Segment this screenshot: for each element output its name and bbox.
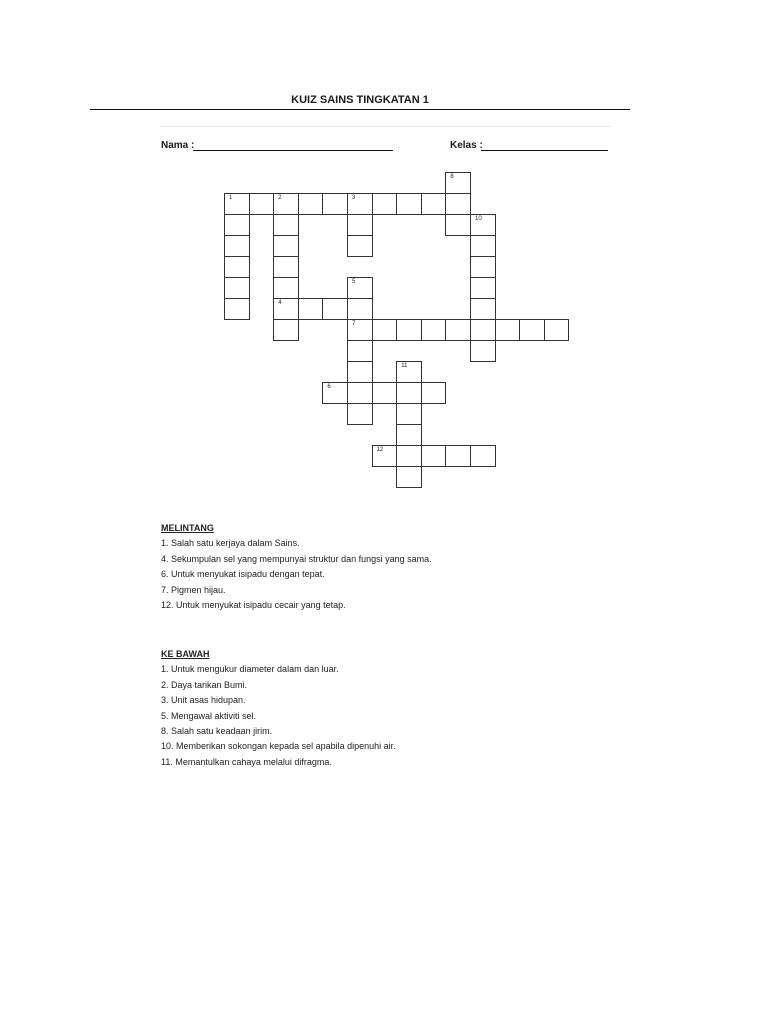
crossword-cell[interactable] bbox=[519, 319, 545, 341]
name-blank[interactable] bbox=[193, 150, 393, 151]
crossword-cell[interactable] bbox=[470, 340, 496, 362]
across-clues bbox=[161, 521, 432, 613]
crossword-cell[interactable] bbox=[347, 361, 373, 383]
crossword-cell[interactable] bbox=[347, 193, 373, 215]
crossword-cell[interactable] bbox=[544, 319, 570, 341]
crossword-cell[interactable] bbox=[372, 193, 398, 215]
crossword-cell[interactable] bbox=[396, 445, 422, 467]
crossword-cell[interactable] bbox=[470, 256, 496, 278]
clue-across-1: 1. Salah satu kerjaya dalam Sains. bbox=[161, 538, 300, 549]
clue-number: 6 bbox=[327, 384, 331, 390]
crossword-cell[interactable] bbox=[347, 214, 373, 236]
crossword-cell[interactable] bbox=[470, 445, 496, 467]
crossword-cell[interactable] bbox=[347, 298, 373, 320]
crossword-cell[interactable] bbox=[322, 193, 348, 215]
crossword-cell[interactable] bbox=[445, 445, 471, 467]
crossword-cell[interactable] bbox=[273, 277, 299, 299]
clue-down-5: 5. Mengawal aktiviti sel. bbox=[161, 710, 257, 721]
clue-down-3: 3. Unit asas hidupan. bbox=[161, 695, 246, 706]
crossword-cell[interactable] bbox=[224, 193, 250, 215]
clue-down-10: 10. Memberikan sokongan kepada sel apabila dipenuhi air. bbox=[161, 741, 396, 752]
clue-down-11: 11. Memantulkan cahaya melalui difragma. bbox=[161, 756, 332, 767]
across-heading: MELINTANG bbox=[161, 523, 214, 533]
crossword-cell[interactable] bbox=[224, 277, 250, 299]
crossword-cell[interactable] bbox=[470, 277, 496, 299]
crossword-cell[interactable] bbox=[396, 361, 422, 383]
crossword-cell[interactable] bbox=[322, 298, 348, 320]
crossword-cell[interactable] bbox=[273, 214, 299, 236]
crossword-cell[interactable] bbox=[224, 214, 250, 236]
crossword-cell[interactable] bbox=[396, 424, 422, 446]
clue-number: 1 bbox=[229, 195, 233, 201]
crossword-cell[interactable] bbox=[421, 319, 447, 341]
name-label: Nama : bbox=[161, 140, 195, 151]
crossword-cell[interactable] bbox=[347, 340, 373, 362]
crossword-cell[interactable] bbox=[224, 256, 250, 278]
crossword-cell[interactable] bbox=[347, 277, 373, 299]
clue-number: 10 bbox=[475, 216, 482, 222]
crossword-cell[interactable] bbox=[273, 298, 299, 320]
crossword-cell[interactable] bbox=[347, 319, 373, 341]
crossword-cell[interactable] bbox=[372, 445, 398, 467]
crossword-cell[interactable] bbox=[249, 193, 275, 215]
clue-across-7: 7. Pigmen hijau. bbox=[161, 584, 226, 595]
divider bbox=[160, 126, 610, 127]
clue-number: 8 bbox=[450, 174, 454, 180]
clue-number: 4 bbox=[278, 300, 282, 306]
crossword-cell[interactable] bbox=[470, 298, 496, 320]
title-row bbox=[90, 96, 630, 110]
clue-number: 7 bbox=[352, 321, 356, 327]
crossword-cell[interactable] bbox=[470, 214, 496, 236]
crossword-cell[interactable] bbox=[347, 235, 373, 257]
crossword-cell[interactable] bbox=[372, 319, 398, 341]
crossword-cell[interactable] bbox=[298, 298, 324, 320]
crossword-cell[interactable] bbox=[396, 319, 422, 341]
crossword-cell[interactable] bbox=[396, 466, 422, 488]
worksheet-title: KUIZ SAINS TINGKATAN 1 bbox=[291, 94, 429, 106]
crossword-cell[interactable] bbox=[470, 319, 496, 341]
crossword-cell[interactable] bbox=[273, 256, 299, 278]
clue-number: 12 bbox=[376, 447, 384, 453]
crossword-cell[interactable] bbox=[445, 193, 471, 215]
crossword-cell[interactable] bbox=[224, 298, 250, 320]
class-label: Kelas : bbox=[450, 140, 483, 151]
crossword-cell[interactable] bbox=[224, 235, 250, 257]
clue-number: 2 bbox=[278, 195, 282, 201]
clue-down-8: 8. Salah satu keadaan jirim. bbox=[161, 726, 273, 737]
down-heading: KE BAWAH bbox=[161, 649, 210, 659]
crossword-cell[interactable] bbox=[495, 319, 521, 341]
title-underline bbox=[90, 109, 630, 110]
down-clues bbox=[161, 647, 396, 770]
class-blank[interactable] bbox=[481, 150, 608, 151]
crossword-cell[interactable] bbox=[322, 382, 348, 404]
clue-across-4: 4. Sekumpulan sel yang mempunyai struktur dan fungsi yang sama. bbox=[161, 553, 432, 564]
crossword-cell[interactable] bbox=[273, 193, 299, 215]
crossword-cell[interactable] bbox=[347, 382, 373, 404]
crossword-cell[interactable] bbox=[347, 403, 373, 425]
crossword-cell[interactable] bbox=[421, 193, 447, 215]
clue-number: 5 bbox=[352, 279, 356, 285]
crossword-cell[interactable] bbox=[298, 193, 324, 215]
crossword-cell[interactable] bbox=[372, 382, 398, 404]
crossword-cell[interactable] bbox=[273, 319, 299, 341]
crossword-cell[interactable] bbox=[445, 172, 471, 194]
clue-across-6: 6. Untuk menyukat isipadu dengan tepat. bbox=[161, 569, 325, 580]
crossword-cell[interactable] bbox=[396, 193, 422, 215]
crossword-cell[interactable] bbox=[445, 319, 471, 341]
clue-number: 11 bbox=[401, 363, 408, 369]
crossword-cell[interactable] bbox=[445, 214, 471, 236]
clue-down-2: 2. Daya tarikan Bumi. bbox=[161, 679, 248, 690]
clue-down-1: 1. Untuk mengukur diameter dalam dan luar. bbox=[161, 664, 339, 675]
crossword-cell[interactable] bbox=[396, 403, 422, 425]
clue-across-12: 12. Untuk menyukat isipadu cecair yang tetap. bbox=[161, 600, 346, 611]
crossword-cell[interactable] bbox=[470, 235, 496, 257]
clue-number: 3 bbox=[352, 195, 356, 201]
crossword-cell[interactable] bbox=[273, 235, 299, 257]
crossword-cell[interactable] bbox=[421, 382, 447, 404]
crossword-cell[interactable] bbox=[421, 445, 447, 467]
crossword-cell[interactable] bbox=[396, 382, 422, 404]
